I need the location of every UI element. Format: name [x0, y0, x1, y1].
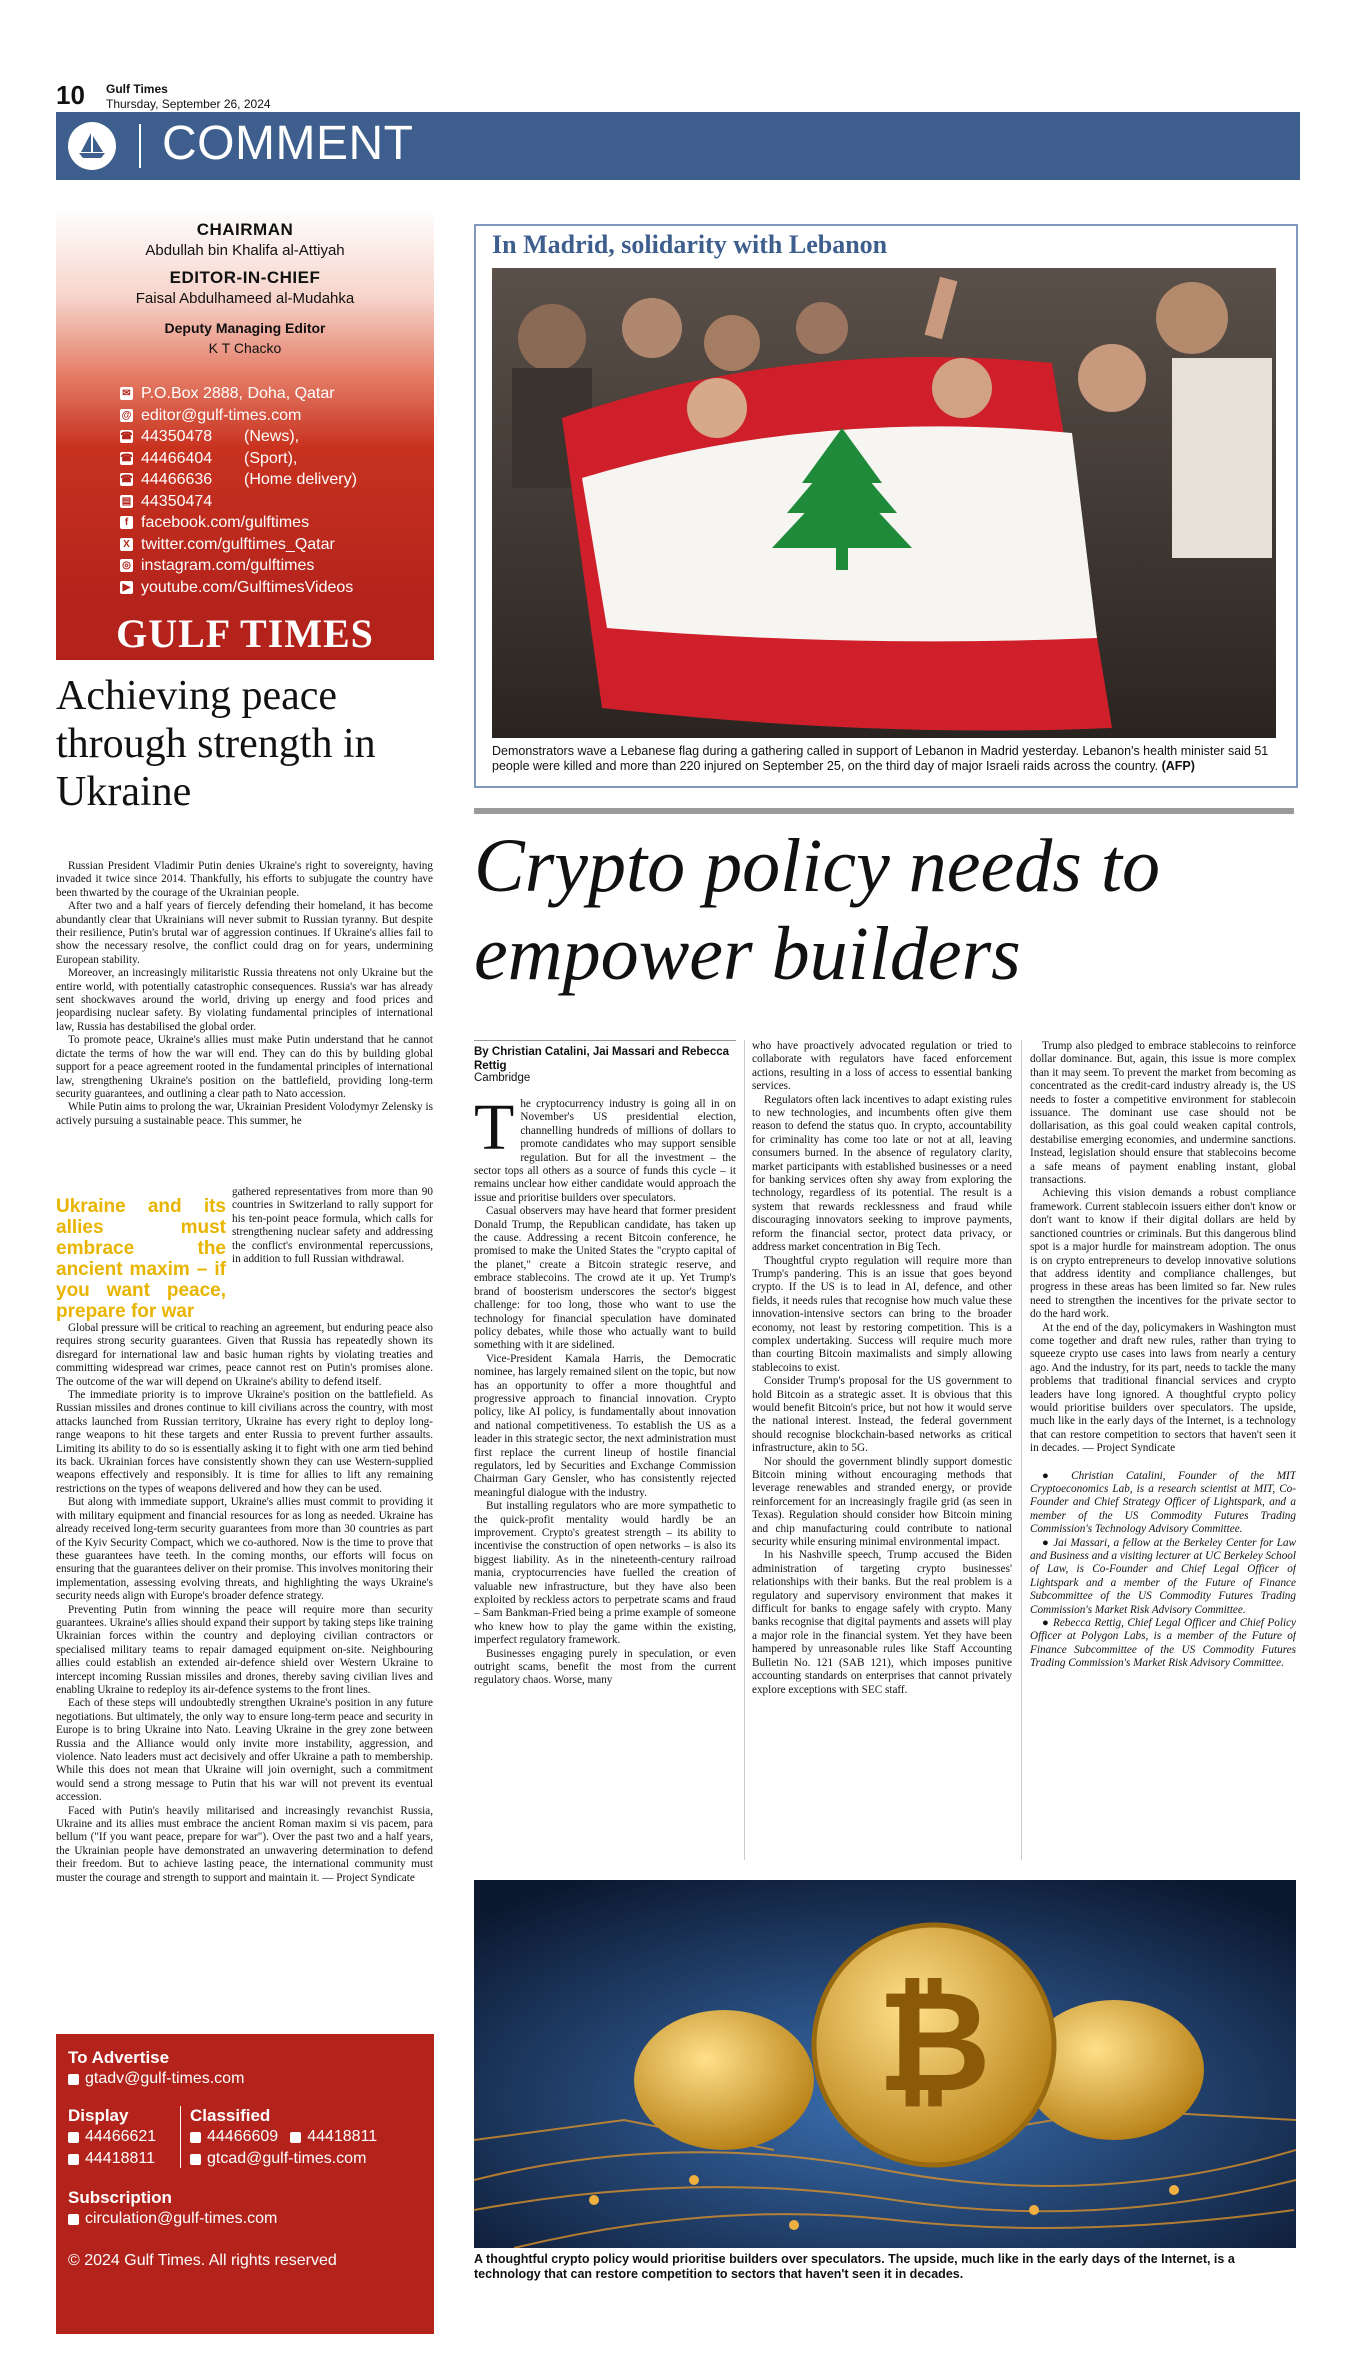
- author-bio: ● Jai Massari, a fellow at the Berkeley Center for Law and Business and a visiting lecturer at UC Berkeley School of Law, is Co-Founder and Chief Legal Officer of Lightspark and a member of the Future of Finance Subcommittee of the US Commodity Futures Trading Commission's Market Risk Advisory Committee.: [1030, 1536, 1296, 1616]
- fax-icon: ▤: [121, 495, 132, 507]
- publication-date: Thursday, September 26, 2024: [106, 97, 271, 111]
- contact-youtube[interactable]: ▶ youtube.com/GulftimesVideos: [120, 577, 357, 599]
- crypto-para: Vice-President Kamala Harris, the Democratic nominee, has largely remained silent on the topic, but now has an opportunity to offer a more thoughtful and progressive approach to financial innovation. Crypto policy, like AI policy, is fundamentally about innovation and national competitiveness. To establish the US as a leader in this strategic sector, the next administration must first replace the current lineup of hostile financial regulators, led by Securities and Exchange Commission Chairman Gary Gensler, who has consistently rejected meaningful dialogue with the industry.: [474, 1352, 736, 1499]
- subscription-email[interactable]: circulation@gulf-times.com: [68, 2210, 277, 2228]
- ukraine-para: Russian President Vladimir Putin denies Ukraine's right to sovereignty, having invaded it twice since 2014. Thankfully, his efforts to subjugate the country have been thwarted by the courage of the Ukrainian people.: [56, 860, 433, 899]
- ukraine-para: Preventing Putin from winning the peace will require more than security guarantees. Ukraine's allies should expand their support by taking steps like training Ukrainian forces within the country and deploying civilian contractors or specialised military teams to repair damaged equipment on-site. Neighbouring allies could establish an extended air-defence shield over Western Ukraine to intercept incoming Russian missiles and drones, thereby saving civilian lives and enabling Ukraine to redeploy its air-defence systems to the front lines.: [56, 1603, 433, 1696]
- bitcoin-image: [474, 1880, 1296, 2248]
- crypto-para: Consider Trump's proposal for the US government to hold Bitcoin as a strategic asset. It is obvious that this would benefit Bitcoin's price, but not how it would serve the national interest. Instead, the federal government should recognise blockchain-based networks as critical infrastructure, akin to 5G.: [752, 1375, 1012, 1455]
- ukraine-article-body: [56, 860, 433, 1894]
- crypto-para: he cryptocurrency industry is going all in on November's US presidential election, channelling hundreds of millions of dollars to promote candidates who may support sensible regulation. But for all the investment – the sector tops all others as a source of funds this cycle – it remains unclear how either candidate would approach the issue and prioritise builders over speculators.: [474, 1098, 736, 1204]
- ukraine-para: While Putin aims to prolong the war, Ukrainian President Volodymyr Zelensky is actively pursuing a sustainable peace. This summer, he: [56, 1101, 433, 1127]
- crypto-para: In his Nashville speech, Trump accused the Biden administration of targeting crypto businesses' relationships with their banks. But the real problem is a regulatory and supervisory environment that makes it difficult for banks to engage safely with crypto. Many banks recognise that digital payments and assets will play a major role in the financial system. Yet they have been hampered by unreasonable rules like Staff Accounting Bulletin No. 121 (SAB 121), which imposes punitive accounting standards on enterprises that cannot privately explore exceptions with SEC staff.: [752, 1549, 1012, 1696]
- crypto-para: Thoughtful crypto regulation will require more than Trump's pandering. This is an issue that goes beyond crypto. If the US is to lead in AI, defence, and other fields, it needs rules that recognise how much value these innovation-intensive sectors can bring to the broader economy, not least by restoring competition. This is a complex undertaking. Success will require much more than courting Bitcoin maximalists and simply allowing stablecoins to exist.: [752, 1254, 1012, 1374]
- ukraine-para: The immediate priority is to improve Ukraine's position on the battlefield. As Russian missiles and drones continue to kill civilians across the country, with most attacks launched from Russian territory, Ukraine has every right to deploy long-range weapons to hit these targets and enter Russia to prevent further assaults. Limiting its ability to do so is essentially asking it to fight with one arm tied behind its back. Ukrainian forces have consistently shown they can use Western-supplied weapons effectively and responsibly. It is time for allies to lift any remaining restrictions on the types of weapons delivered and how they can be used.: [56, 1389, 433, 1495]
- pull-quote: Ukraine and its allies must embrace the ancient maxim – if you want peace, prepare for war: [56, 1196, 226, 1322]
- column-rule: [1021, 1040, 1022, 1860]
- x-icon: X: [120, 538, 133, 551]
- mail-icon: ✉: [120, 387, 133, 400]
- photo-headline: In Madrid, solidarity with Lebanon: [492, 230, 888, 259]
- facebook-icon: f: [120, 516, 133, 529]
- publication-name: Gulf Times: [106, 82, 168, 96]
- crypto-headline: Crypto policy needs to empower builders: [474, 824, 1160, 996]
- crypto-para: Trump also pledged to embrace stablecoins to reinforce dollar dominance. But, again, this issue is more complex than it may seem. To prevent the market from becoming as concentrated as the credit-card industry already is, the US needs to foster a competitive environment for stablecoin issuance. The dominant use case should not be dollarisation, as this goal could weaken capital controls, destabilise emerging economies, and undermine sanctions. Instead, legislation should ensure that stablecoins become a safe means of payment enabling instant, global transactions.: [1030, 1040, 1296, 1187]
- phone-icon: ☎: [120, 431, 133, 443]
- contact-instagram[interactable]: ◎ instagram.com/gulftimes: [120, 555, 357, 577]
- contact-phone-news[interactable]: ☎ 44350478 (News),: [120, 428, 300, 445]
- editor-role: EDITOR-IN-CHIEF: [169, 268, 321, 287]
- page-number: 10: [56, 80, 85, 110]
- deputy-role: Deputy Managing Editor: [164, 320, 326, 336]
- ukraine-para: But along with immediate support, Ukraine's allies must commit to providing it with military equipment and financial resources for as long as needed. Ukraine has already received long-term security guarantees from more than 30 countries as part of the Kyiv Security Compact, which we co-authored. Now is the time to prove that these guarantees have teeth. In the coming months, our efforts will focus on ensuring that the guarantees deliver on their promise. This involves monitoring their implementation, assessing evolving threats, and highlighting the ways Ukraine's security needs align with Europe's broader defence strategy.: [56, 1496, 433, 1603]
- advertise-email[interactable]: gtadv@gulf-times.com: [68, 2070, 244, 2088]
- editor-name: Faisal Abdulhameed al-Mudahka: [135, 290, 355, 307]
- email-icon: [190, 2154, 201, 2165]
- byline: By Christian Catalini, Jai Massari and Rebecca Rettig: [474, 1040, 736, 1073]
- crypto-para: Businesses engaging purely in speculation, or even outright scams, benefit the most from the current regulatory chaos. Worse, many: [474, 1647, 736, 1687]
- contact-facebook[interactable]: f facebook.com/gulftimes: [120, 512, 357, 534]
- section-title: COMMENT: [162, 117, 414, 170]
- display-phone[interactable]: 44466621: [68, 2128, 156, 2146]
- contact-fax: ▤ 44350474: [121, 492, 213, 510]
- ukraine-para: Each of these steps will undoubtedly strengthen Ukraine's position in any future negotiations. But ultimately, the only way to ensure long-term peace and security in Europe is to bring Ukraine into Nato. Leaving Ukraine in the grey zone between Russia and the Alliance would only invite more instability, aggression, and violence. Nato leaders must act decisively and offer Ukraine a path to membership. While this does not mean that Ukraine will join overnight, such a commitment would send a strong message to Putin that his war will not prevent its eventual accession.: [56, 1697, 433, 1804]
- photo-credit: (AFP): [1161, 759, 1195, 773]
- ukraine-para: Global pressure will be critical to reaching an agreement, but enduring peace also requires strong security guarantees. Given that Russia has repeatedly shown its disregard for international law and basic human rights by violating treaties and committing widespread war crimes, peace cannot rest on Putin's promises alone. The outcome of the war will depend on Ukraine's ability to defend itself.: [56, 1322, 433, 1388]
- photo-caption: Demonstrators wave a Lebanese flag during a gathering called in support of Lebanon in Madrid yesterday. Lebanon's health minister said 51 people were killed and more than 220 injured on September 25, on the third day of major Israeli raids across the country. (AFP): [492, 744, 1269, 773]
- crypto-para: who have proactively advocated regulation or tried to collaborate with regulators have faced enforcement actions, resulting in a loss of access to essential banking services.: [752, 1040, 1012, 1093]
- email-icon: @: [121, 409, 132, 421]
- chairman-name: Abdullah bin Khalifa al-Attiyah: [145, 242, 345, 259]
- crypto-para: Achieving this vision demands a robust compliance framework. Current stablecoin issuers either don't know or don't want to know if their digital dollars are held by sanctioned countries or criminals. But this dangerous blind spot is a major hurdle for mainstream adoption. The onus is on crypto entrepreneurs to develop innovative solutions that address identity and compliance challenges, but progress in these areas has been limited so far. New rules need to strengthen the incentives for the private sector to do the hard work.: [1030, 1187, 1296, 1321]
- classified-email[interactable]: gtcad@gulf-times.com: [190, 2150, 366, 2168]
- copyright: © 2024 Gulf Times. All rights reserved: [68, 2252, 337, 2269]
- ship-logo-icon: [68, 122, 116, 170]
- gulf-times-logo: GULF TIMES: [56, 608, 434, 660]
- ukraine-para: After two and a half years of fiercely defending their homeland, it has become abundantly clear that Ukrainians will never submit to Russian tyranny. But despite their resilience, Putin's brutal war of aggression continues. If Ukraine's allies fail to show the necessary resolve, the conflict could drag on for years, undermining European stability.: [56, 900, 433, 966]
- author-bio: ● Rebecca Rettig, Chief Legal Officer and Chief Policy Officer at Polygon Labs, is a member of the Future of Finance Subcommittee of the US Commodity Futures Trading Commission's Market Risk Advisory Committee.: [1030, 1617, 1296, 1670]
- fax-icon: [290, 2132, 301, 2143]
- crypto-para: Casual observers may have heard that former president Donald Trump, the Republican candidate, has taken up the cause. Addressing a recent Bitcoin conference, he promised to make the United States the "crypto capital of the planet," create a Bitcoin strategic reserve, and embrace stablecoins. The crowd ate it up. Yet Trump's brand of boosterism underscores the sector's biggest challenge: for too long, those who want to use the technology for financial speculation have dominated policy debates, while those who actually want to build something with it are sidelined.: [474, 1205, 736, 1352]
- ukraine-para: To promote peace, Ukraine's allies must make Putin understand that he cannot dictate the terms of how the war will end. They can do this by building global support for a peace agreement rooted in the fundamental principles of international law, strengthening Ukraine's position on the battlefield, providing long-term security guarantees, and outlining a clear path to Nato accession.: [56, 1034, 433, 1100]
- ad-divider: [180, 2106, 181, 2168]
- chairman-role: CHAIRMAN: [196, 220, 294, 239]
- phone-icon: ☎: [120, 474, 133, 486]
- bitcoin-image-caption: A thoughtful crypto policy would prioritise builders over speculators. The upside, much like in the early days of the Internet, is a technology that can restore competition to sectors that haven't seen it in decades.: [474, 2252, 1235, 2281]
- fax-icon: [68, 2154, 79, 2165]
- column-rule: [744, 1040, 745, 1860]
- svg-text:₿: ₿: [876, 1961, 992, 2124]
- contact-phone-delivery[interactable]: ☎ 44466636 (Home delivery): [120, 471, 357, 488]
- crypto-para: Nor should the government blindly support domestic Bitcoin mining without encouraging methods that leverage renewables and stranded energy, or provide reinforcement for an increasingly fragile grid (as seen in Texas). Regulation should consider how Bitcoin mining and chip manufacturing could contribute to national security while ensuring minimal environmental impact.: [752, 1455, 1012, 1549]
- crypto-column-1: [474, 1098, 736, 1858]
- instagram-icon: ◎: [120, 559, 133, 572]
- display-fax: 44418811: [68, 2150, 155, 2168]
- contact-phone-sport[interactable]: ☎ 44466404 (Sport),: [120, 449, 298, 467]
- madrid-protest-photo: [492, 268, 1276, 738]
- deputy-name: K T Chacko: [208, 340, 282, 356]
- advertise-heading: To Advertise: [68, 2048, 170, 2067]
- classified-phones[interactable]: 44466609 44418811: [190, 2128, 377, 2146]
- author-bio: ● Christian Catalini, Founder of the MIT Cryptoeconomics Lab, is a research scientist at MIT, Co-Founder and Chief Strategy Officer of Lightspark, and a member of the US Commodity Futures Trading Commission's Technology Advisory Committee.: [1030, 1469, 1296, 1536]
- classified-heading: Classified: [190, 2106, 271, 2125]
- contact-twitter[interactable]: X twitter.com/gulftimes_Qatar: [120, 534, 357, 556]
- ukraine-para: gathered representatives from more than 90 countries in Switzerland to rally support for his ten-point peace formula, which calls for strengthening nuclear safety and addressing the conflict's environmental repercussions, in addition to full Russian withdrawal.: [232, 1186, 433, 1266]
- crypto-para: At the end of the day, policymakers in Washington must come together and draft new rules, rather than trying to squeeze crypto use cases into laws from nearly a century ago. And the industry, for its part, needs to tackle the many problems that traditional financial services and crypto leaders have long ignored. A thoughtful crypto policy would prioritise builders over speculators. The upside, much like in the early days of the Internet, is a technology that can restore competition to sectors that haven't seen it in decades. — Project Syndicate: [1030, 1321, 1296, 1455]
- youtube-icon: ▶: [120, 581, 133, 594]
- crypto-para: Regulators often lack incentives to adapt existing rules to new technologies, and incumbents often give them reason to defend the status quo. In crypto, accountability for criminality has come too late or not at all, leaving consumers burned. In the absence of regulatory clarity, market participants with established businesses or a need for banking services often shy away from exploring the technology, regardless of its potential. The result is a system that rewards recklessness and fraud while discouraging innovators seeking to improve payments, reform the financial sector, protect data privacy, or address market concentration in Big Tech.: [752, 1093, 1012, 1254]
- email-icon: [68, 2074, 79, 2085]
- advertising-box: [56, 2034, 434, 2334]
- display-heading: Display: [68, 2106, 129, 2125]
- section-divider: [474, 808, 1294, 814]
- phone-icon: [190, 2132, 201, 2143]
- phone-icon: [68, 2132, 79, 2143]
- drop-cap: T: [474, 1098, 515, 1164]
- contact-address: ✉ P.O.Box 2888, Doha, Qatar: [120, 383, 357, 405]
- email-icon: [68, 2214, 79, 2225]
- subscription-heading: Subscription: [68, 2188, 172, 2207]
- band-separator: [139, 124, 141, 168]
- phone-icon: ☎: [120, 452, 133, 464]
- crypto-column-3: [1030, 1040, 1296, 1860]
- contact-list: [120, 383, 357, 598]
- crypto-para: But installing regulators who are more sympathetic to the quick-profit mentality would hardly be an improvement. Crypto's greatest strength – its ability to incentivise the construction of open networks – is also its biggest liability. As in the nineteenth-century railroad mania, cryptocurrencies have fuelled the creation of valuable new infrastructure, but they have also been exploited by reckless actors to perpetrate scams and fraud – Sam Bankman-Fried being a prime example of someone who knew how to play the game within the existing, imperfect regulatory framework.: [474, 1500, 736, 1647]
- ukraine-headline: Achieving peace through strength in Ukraine: [56, 673, 376, 815]
- dateline: Cambridge: [474, 1072, 531, 1084]
- ukraine-para: Faced with Putin's heavily militarised and increasingly revanchist Russia, Ukraine and its allies must embrace the ancient Roman maxim si vis pacem, para bellum ("If you want peace, prepare for war"). Over the past two and a half years, the Ukrainian people have demonstrated an unwavering determination to defend their freedom. But to achieve lasting peace, the international community must muster the courage and strength to support and maintain it. — Project Syndicate: [56, 1804, 433, 1884]
- crypto-column-2: [752, 1040, 1012, 1870]
- ukraine-para: Moreover, an increasingly militaristic Russia threatens not only Ukraine but the entire world, with potentially catastrophic consequences. Russia's war has already sent shockwaves around the world, driving up energy and food prices and jeopardising nuclear safety. By violating fundamental principles of international law, Russia has destabilised the global order.: [56, 967, 433, 1033]
- contact-email[interactable]: @ editor@gulf-times.com: [121, 406, 302, 424]
